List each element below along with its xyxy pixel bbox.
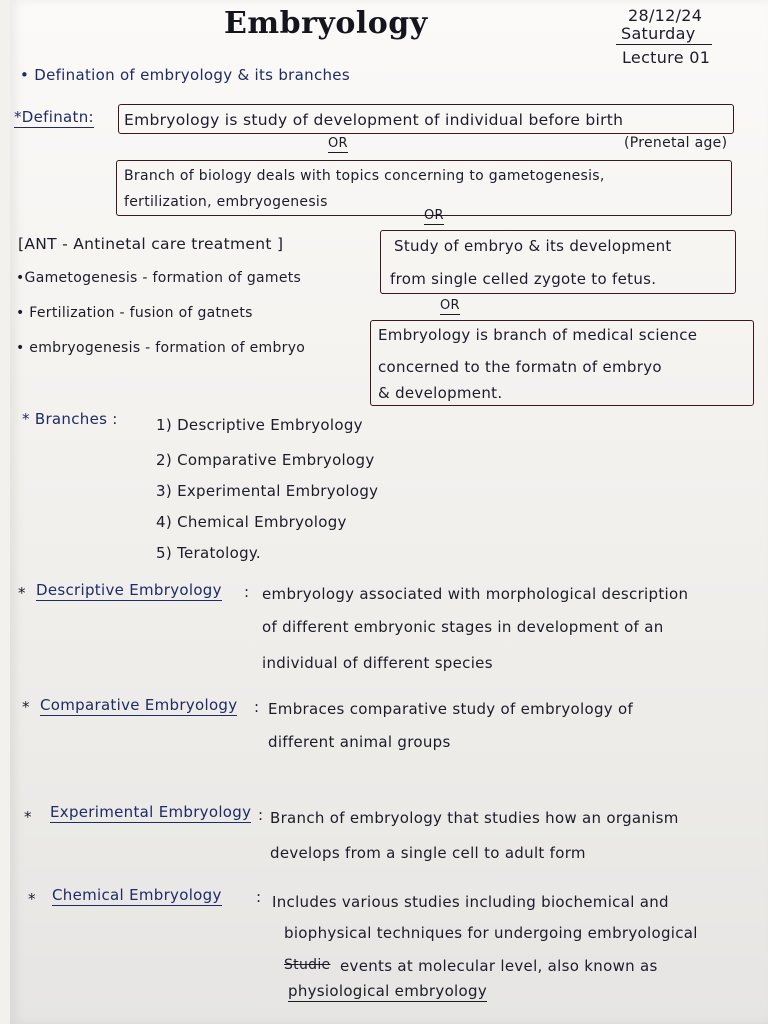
chemical-star: *: [28, 890, 36, 908]
experimental-star: *: [24, 808, 32, 826]
chemical-struck-word: Studie: [284, 957, 331, 973]
chemical-heading: Chemical Embryology: [52, 886, 222, 904]
or-2: OR: [424, 208, 444, 223]
or-3: OR: [440, 298, 460, 313]
header-divider: [616, 44, 712, 45]
chemical-line2: biophysical techniques for undergoing embryological: [284, 924, 698, 942]
chemical-colon: :: [256, 888, 262, 906]
definition-4-line2: concerned to the formatn of embryo: [378, 358, 662, 376]
descriptive-star: *: [18, 584, 26, 602]
definition-3-line2: from single celled zygote to fetus.: [390, 270, 657, 288]
definition-4-line1: Embryology is branch of medical science: [378, 326, 698, 344]
embryogenesis-note: • embryogenesis - formation of embryo: [16, 340, 306, 356]
descriptive-colon: :: [244, 583, 250, 601]
descriptive-line2: of different embryonic stages in development of an: [262, 618, 664, 636]
comparative-colon: :: [254, 698, 260, 716]
descriptive-line3: individual of different species: [262, 654, 493, 672]
branch-item-5: 5) Teratology.: [156, 544, 261, 562]
comparative-line2: different animal groups: [268, 733, 451, 751]
page-title: Embryology: [224, 6, 428, 41]
gametogenesis-note: •Gametogenesis - formation of gamets: [16, 270, 302, 286]
day-text: Saturday: [621, 24, 696, 43]
experimental-line2: develops from a single cell to adult form: [270, 844, 586, 862]
branch-item-1: 1) Descriptive Embryology: [156, 416, 363, 434]
branches-label: * Branches :: [22, 410, 118, 428]
or-1: OR: [328, 136, 348, 151]
chemical-line3: events at molecular level, also known as: [340, 957, 658, 975]
definition-2-line2: fertilization, embryogenesis: [124, 194, 328, 210]
chemical-line4: physiological embryology: [288, 982, 487, 1000]
definition-4-line3: & development.: [378, 384, 503, 402]
definition-1-text: Embryology is study of development of individual before birth: [124, 111, 624, 129]
prenatal-note: (Prenetal age): [624, 135, 728, 151]
fertilization-note: • Fertilization - fusion of gatnets: [16, 305, 253, 321]
branch-item-3: 3) Experimental Embryology: [156, 482, 379, 500]
descriptive-heading: Descriptive Embryology: [36, 581, 222, 599]
ant-note: [ANT - Antinetal care treatment ]: [18, 235, 284, 253]
comparative-heading: Comparative Embryology: [40, 696, 238, 714]
branch-item-4: 4) Chemical Embryology: [156, 513, 347, 531]
date-text: 28/12/24: [628, 6, 703, 25]
definition-3-line1: Study of embryo & its development: [394, 237, 672, 255]
topic-line: • Defination of embryology & its branches: [20, 66, 350, 84]
branch-item-2: 2) Comparative Embryology: [156, 451, 375, 469]
comparative-line1: Embraces comparative study of embryology of: [268, 700, 634, 718]
definition-label: *Definatn:: [14, 108, 94, 126]
experimental-heading: Experimental Embryology: [50, 803, 252, 821]
experimental-line1: Branch of embryology that studies how an organism: [270, 809, 679, 827]
chemical-line1: Includes various studies including biochemical and: [272, 893, 669, 911]
lecture-text: Lecture 01: [622, 48, 711, 67]
definition-2-line1: Branch of biology deals with topics concerning to gametogenesis,: [124, 168, 605, 184]
comparative-star: *: [22, 698, 30, 716]
notebook-page: [10, 0, 768, 1024]
experimental-colon: :: [258, 806, 264, 824]
descriptive-line1: embryology associated with morphological description: [262, 585, 689, 603]
